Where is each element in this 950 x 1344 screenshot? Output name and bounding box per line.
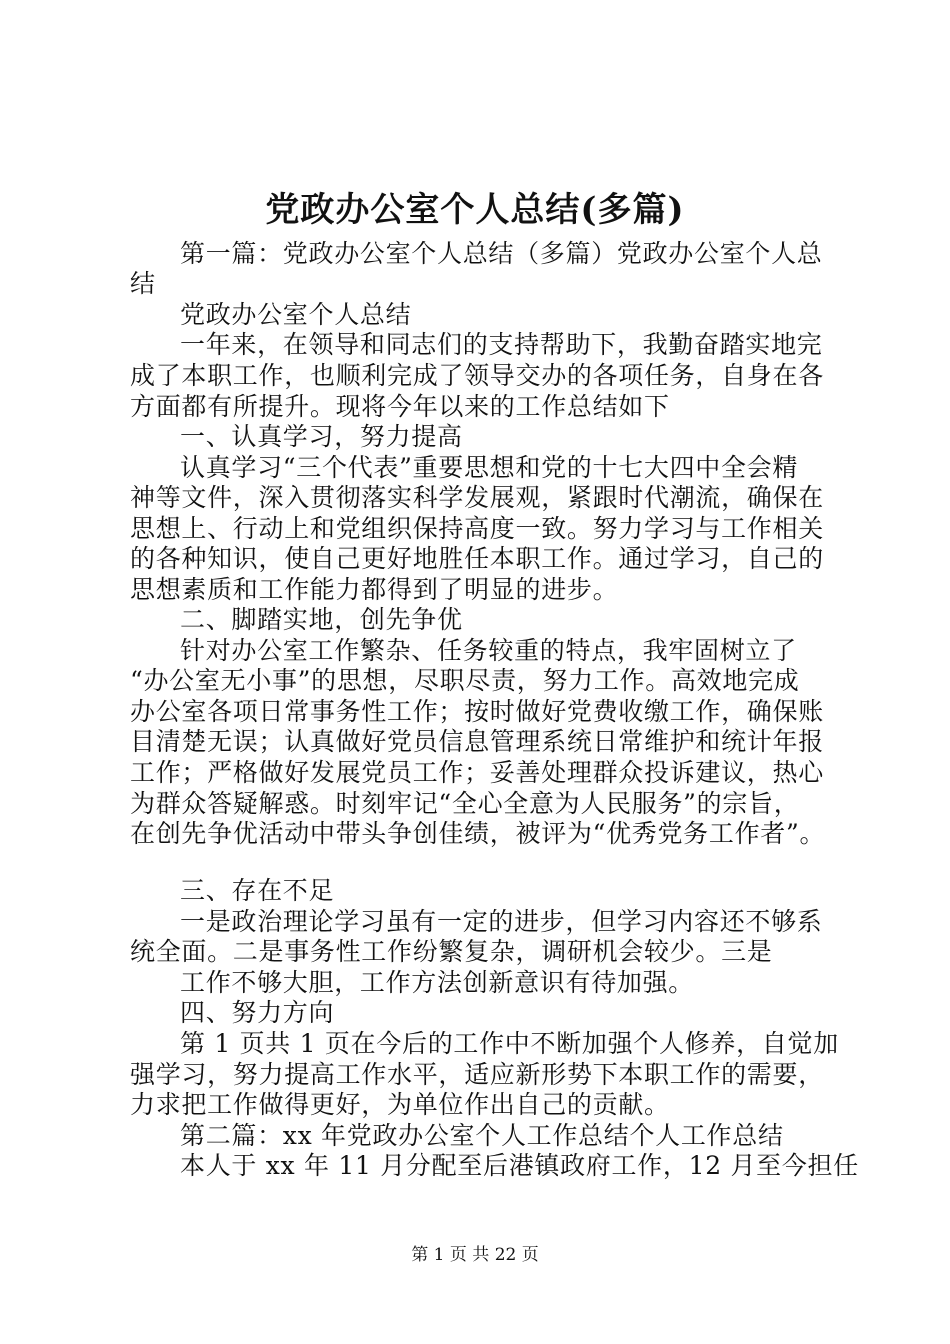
text-line: 工作；严格做好发展党员工作；妥善处理群众投诉建议，热心 <box>130 758 824 787</box>
text-line: 统全面。二是事务性工作纷繁复杂，调研机会较少。三是 <box>130 937 773 966</box>
text-line: 在创先争优活动中带头争创佳绩，被评为“优秀党务工作者”。 <box>130 819 826 848</box>
text-line: 方面都有所提升。现将今年以来的工作总结如下 <box>130 392 670 421</box>
text-line: 结 <box>130 269 156 298</box>
text-line: 成了本职工作，也顺利完成了领导交办的各项任务，自身在各 <box>130 361 824 390</box>
text-line: 针对办公室工作繁杂、任务较重的特点，我牢固树立了 <box>180 636 797 665</box>
text-line: 认真学习“三个代表”重要思想和党的十七大四中全会精 <box>180 453 799 482</box>
section-heading: 一、认真学习，努力提高 <box>180 422 463 451</box>
text-line: 神等文件，深入贯彻落实科学发展观，紧跟时代潮流，确保在 <box>130 483 824 512</box>
text-line: 的各种知识，使自己更好地胜任本职工作。通过学习，自己的 <box>130 544 824 573</box>
text-line: 思想上、行动上和党组织保持高度一致。努力学习与工作相关 <box>130 514 824 543</box>
text-line: 力求把工作做得更好，为单位作出自己的贡献。 <box>130 1090 670 1119</box>
text-line: 思想素质和工作能力都得到了明显的进步。 <box>130 575 619 604</box>
text-line: 党政办公室个人总结 <box>180 300 412 329</box>
text-line: “办公室无小事”的思想，尽职尽责，努力工作。高效地完成 <box>130 666 800 695</box>
page-footer: 第 1 页 共 22 页 <box>411 1245 539 1265</box>
document-title: 党政办公室个人总结(多篇) <box>265 190 685 230</box>
text-line: 第一篇：党政办公室个人总结（多篇）党政办公室个人总 <box>180 239 823 268</box>
text-line: 为群众答疑解惑。时刻牢记“全心全意为人民服务”的宗旨， <box>130 789 800 818</box>
text-line: 办公室各项日常事务性工作；按时做好党费收缴工作，确保账 <box>130 697 824 726</box>
text-line: 第 1 页共 1 页在今后的工作中不断加强个人修养，自觉加 <box>180 1029 839 1058</box>
text-line: 第二篇：xx 年党政办公室个人工作总结个人工作总结 <box>180 1121 784 1150</box>
text-line: 目清楚无误；认真做好党员信息管理系统日常维护和统计年报 <box>130 727 824 756</box>
text-line: 一是政治理论学习虽有一定的进步，但学习内容还不够系 <box>180 907 823 936</box>
section-heading: 三、存在不足 <box>180 876 335 905</box>
text-line: 工作不够大胆，工作方法创新意识有待加强。 <box>180 968 695 997</box>
section-heading: 四、努力方向 <box>180 998 335 1027</box>
text-line: 强学习，努力提高工作水平，适应新形势下本职工作的需要， <box>130 1060 824 1089</box>
text-line: 一年来，在领导和同志们的支持帮助下，我勤奋踏实地完 <box>180 330 823 359</box>
section-heading: 二、脚踏实地，创先争优 <box>180 605 463 634</box>
text-line: 本人于 xx 年 11 月分配至后港镇政府工作，12 月至今担任 <box>180 1151 859 1180</box>
